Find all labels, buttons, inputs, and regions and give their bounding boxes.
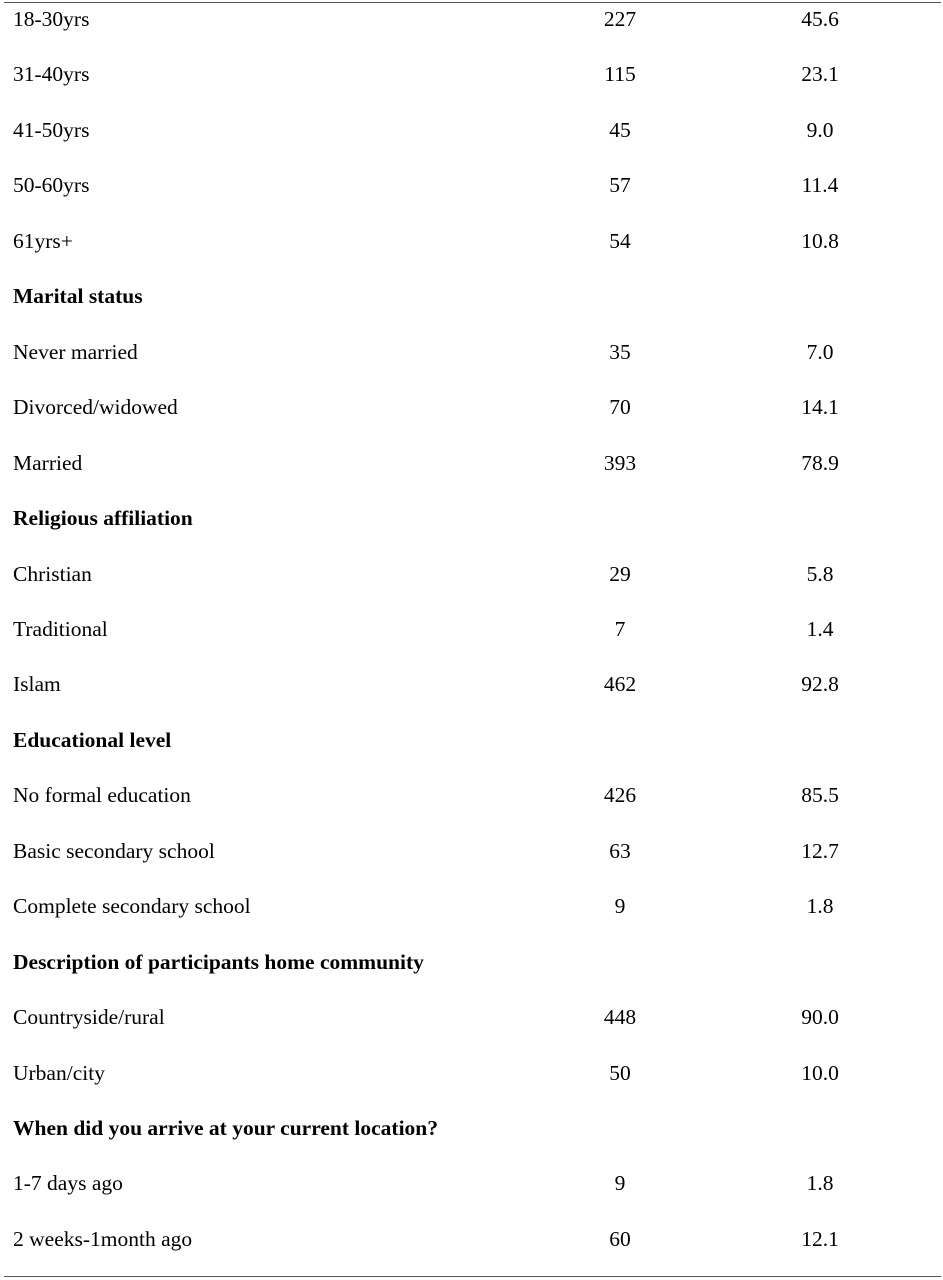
section-heading-row xyxy=(0,947,943,977)
percent-cell: 12.7 xyxy=(801,838,839,863)
row-label: Married xyxy=(13,450,83,475)
count-cell: 50 xyxy=(609,1060,631,1085)
count-cell: 29 xyxy=(609,561,631,586)
count-cell: 9 xyxy=(614,894,626,919)
count-cell: 63 xyxy=(609,838,631,863)
percent-cell: 92.8 xyxy=(801,672,839,697)
table-row xyxy=(0,1058,943,1088)
table-row xyxy=(0,780,943,810)
section-heading: Educational level xyxy=(13,727,172,752)
count-cell: 115 xyxy=(604,62,636,87)
percent-cell: 12.1 xyxy=(801,1226,839,1251)
row-label: Islam xyxy=(13,672,61,697)
count-cell: 227 xyxy=(603,7,637,31)
row-label: Christian xyxy=(13,561,92,586)
count-cell: 393 xyxy=(603,450,637,475)
table-row xyxy=(0,669,943,699)
count-cell: 45 xyxy=(609,117,631,142)
row-label: Urban/city xyxy=(13,1060,105,1085)
section-heading-row xyxy=(0,725,943,755)
count-cell: 426 xyxy=(603,783,637,808)
row-label: 2 weeks-1month ago xyxy=(13,1226,193,1251)
percent-cell: 45.6 xyxy=(801,7,839,31)
count-cell: 60 xyxy=(609,1226,631,1251)
table-row xyxy=(0,891,943,921)
row-label: 50-60yrs xyxy=(13,173,90,198)
table-row xyxy=(0,448,943,478)
row-label: Basic secondary school xyxy=(13,838,215,863)
row-label: 31-40yrs xyxy=(13,62,90,87)
percent-cell: 11.4 xyxy=(801,173,839,198)
section-heading-row xyxy=(0,1113,943,1143)
count-cell: 7 xyxy=(614,616,626,641)
row-label: Complete secondary school xyxy=(13,894,251,919)
table-row xyxy=(0,4,943,34)
table-row xyxy=(0,337,943,367)
table-top-rule xyxy=(4,2,941,3)
table-row xyxy=(0,1224,943,1254)
table-row xyxy=(0,559,943,589)
row-label: 41-50yrs xyxy=(13,117,90,142)
percent-cell: 9.0 xyxy=(806,117,834,142)
row-label: Divorced/widowed xyxy=(13,395,178,420)
table-row xyxy=(0,170,943,200)
section-heading: Religious affiliation xyxy=(13,506,193,531)
percent-cell: 1.4 xyxy=(806,616,834,641)
table-row xyxy=(0,1002,943,1032)
section-heading: Marital status xyxy=(13,284,143,309)
row-label: 61yrs+ xyxy=(13,228,73,253)
count-cell: 448 xyxy=(603,1005,637,1030)
percent-cell: 14.1 xyxy=(801,395,839,420)
row-label: 18-30yrs xyxy=(13,7,90,31)
table-row xyxy=(0,614,943,644)
percent-cell: 90.0 xyxy=(801,1005,839,1030)
percent-cell: 85.5 xyxy=(801,783,839,808)
count-cell: 462 xyxy=(603,672,637,697)
row-label: Traditional xyxy=(13,616,108,641)
section-heading: Description of participants home community xyxy=(13,949,424,974)
section-heading-row xyxy=(0,503,943,533)
count-cell: 35 xyxy=(609,339,631,364)
percent-cell: 10.0 xyxy=(801,1060,839,1085)
percent-cell: 23.1 xyxy=(801,62,839,87)
count-cell: 9 xyxy=(614,1171,626,1196)
table-row xyxy=(0,226,943,256)
count-cell: 57 xyxy=(609,173,631,198)
count-cell: 54 xyxy=(609,228,631,253)
table-row xyxy=(0,59,943,89)
percent-cell: 1.8 xyxy=(806,1171,834,1196)
percent-cell: 7.0 xyxy=(806,339,834,364)
row-label: 1-7 days ago xyxy=(13,1171,123,1196)
table-row xyxy=(0,115,943,145)
count-cell: 70 xyxy=(609,395,631,420)
row-label: No formal education xyxy=(13,783,191,808)
row-label: Countryside/rural xyxy=(13,1005,165,1030)
table-row xyxy=(0,836,943,866)
percent-cell: 10.8 xyxy=(801,228,839,253)
section-heading-row xyxy=(0,281,943,311)
section-heading: When did you arrive at your current location? xyxy=(13,1116,439,1140)
row-label: Never married xyxy=(13,339,138,364)
table-row xyxy=(0,1168,943,1198)
percent-cell: 1.8 xyxy=(806,894,834,919)
percent-cell: 5.8 xyxy=(806,561,834,586)
percent-cell: 78.9 xyxy=(801,450,839,475)
table-bottom-rule xyxy=(4,1276,941,1277)
table-row xyxy=(0,392,943,422)
